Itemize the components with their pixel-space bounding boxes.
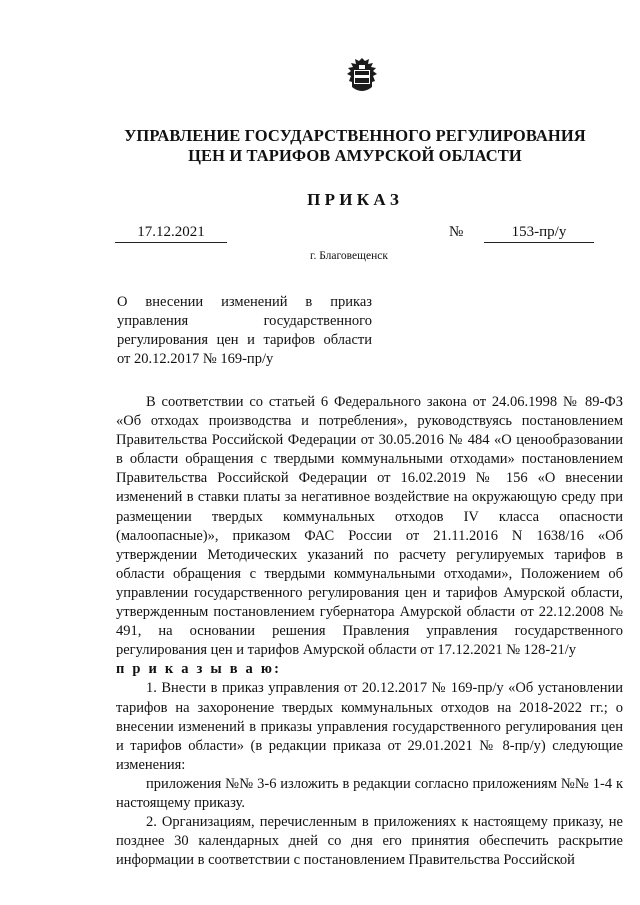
prikazyvayu-word: п р и к а з ы в а ю: [116, 661, 282, 678]
org-line-1: УПРАВЛЕНИЕ ГОСУДАРСТВЕННОГО РЕГУЛИРОВАНИЯ [124, 126, 586, 145]
order-date: 17.12.2021 [115, 224, 227, 243]
city: г. Благовещенск [310, 250, 388, 262]
preamble-paragraph: В соответствии со статьей 6 Федерального закона от 24.06.1998 № 89-ФЗ «Об отходах производства и потребления», руководствуясь постановлением Правительства Российской Федерации от 30.05.2016 № 484 «О ценообразовании в области обращения с твердыми коммунальными отходами» постановлением Правительства Российской Федерации от 16.02.2019 № 156 «О внесении изменений в ставки платы за негативное воздействие на окружающую среду при размещении твердых коммунальных отходов IV класса опасности (малоопасные)», приказом ФАС России от 21.11.2016 N 1638/16 «Об утверждении Методических указаний по расчету регулируемых тарифов в области обращения с твердыми коммунальными отходами», Положением об управлении государственного регулирования цен и тарифов Амурской области, утвержденным постановлением губернатора Амурской области от 22.12.2008 № 491, на основании решения Правления управления государственного регулирования цен и тарифов Амурской области от 17.12.2021 № 128-21/у [116, 394, 623, 659]
organization-title [0, 126, 640, 166]
coat-of-arms-icon [345, 57, 379, 95]
item-2-paragraph: 2. Организациям, перечисленным в приложениях к настоящему приказу, не позднее 30 календарных дней со дня его принятия обеспечить раскрытие информации в соответствии с постановлением Правительства Российской [116, 814, 623, 869]
subject-line-4: от 20.12.2017 № 169-пр/у [117, 351, 274, 367]
document-type-heading: П Р И К А З [307, 190, 399, 209]
subject-line-3: регулирования цен и тарифов области [117, 332, 372, 348]
org-line-2: ЦЕН И ТАРИФОВ АМУРСКОЙ ОБЛАСТИ [188, 146, 522, 165]
subject-line-2: управления государственного [117, 313, 372, 329]
order-number: 153-пр/у [484, 224, 594, 243]
item-1-sub-paragraph: приложения №№ 3-6 изложить в редакции согласно приложениям №№ 1-4 к настоящему приказу. [116, 775, 623, 811]
number-sign: № [449, 224, 464, 240]
order-body [116, 393, 623, 870]
item-1-paragraph: 1. Внести в приказ управления от 20.12.2017 № 169-пр/у «Об установлении тарифов на захоронение твердых коммунальных отходов на 2018-2022 гг.; о внесении изменений в приказы управления государственного регулирования цен и тарифов области» (в редакции приказа от 29.01.2021 № 8-пр/у) следующие изменения: [116, 680, 623, 773]
order-subject [117, 293, 372, 369]
subject-line-1: О внесении изменений в приказ [117, 294, 372, 310]
